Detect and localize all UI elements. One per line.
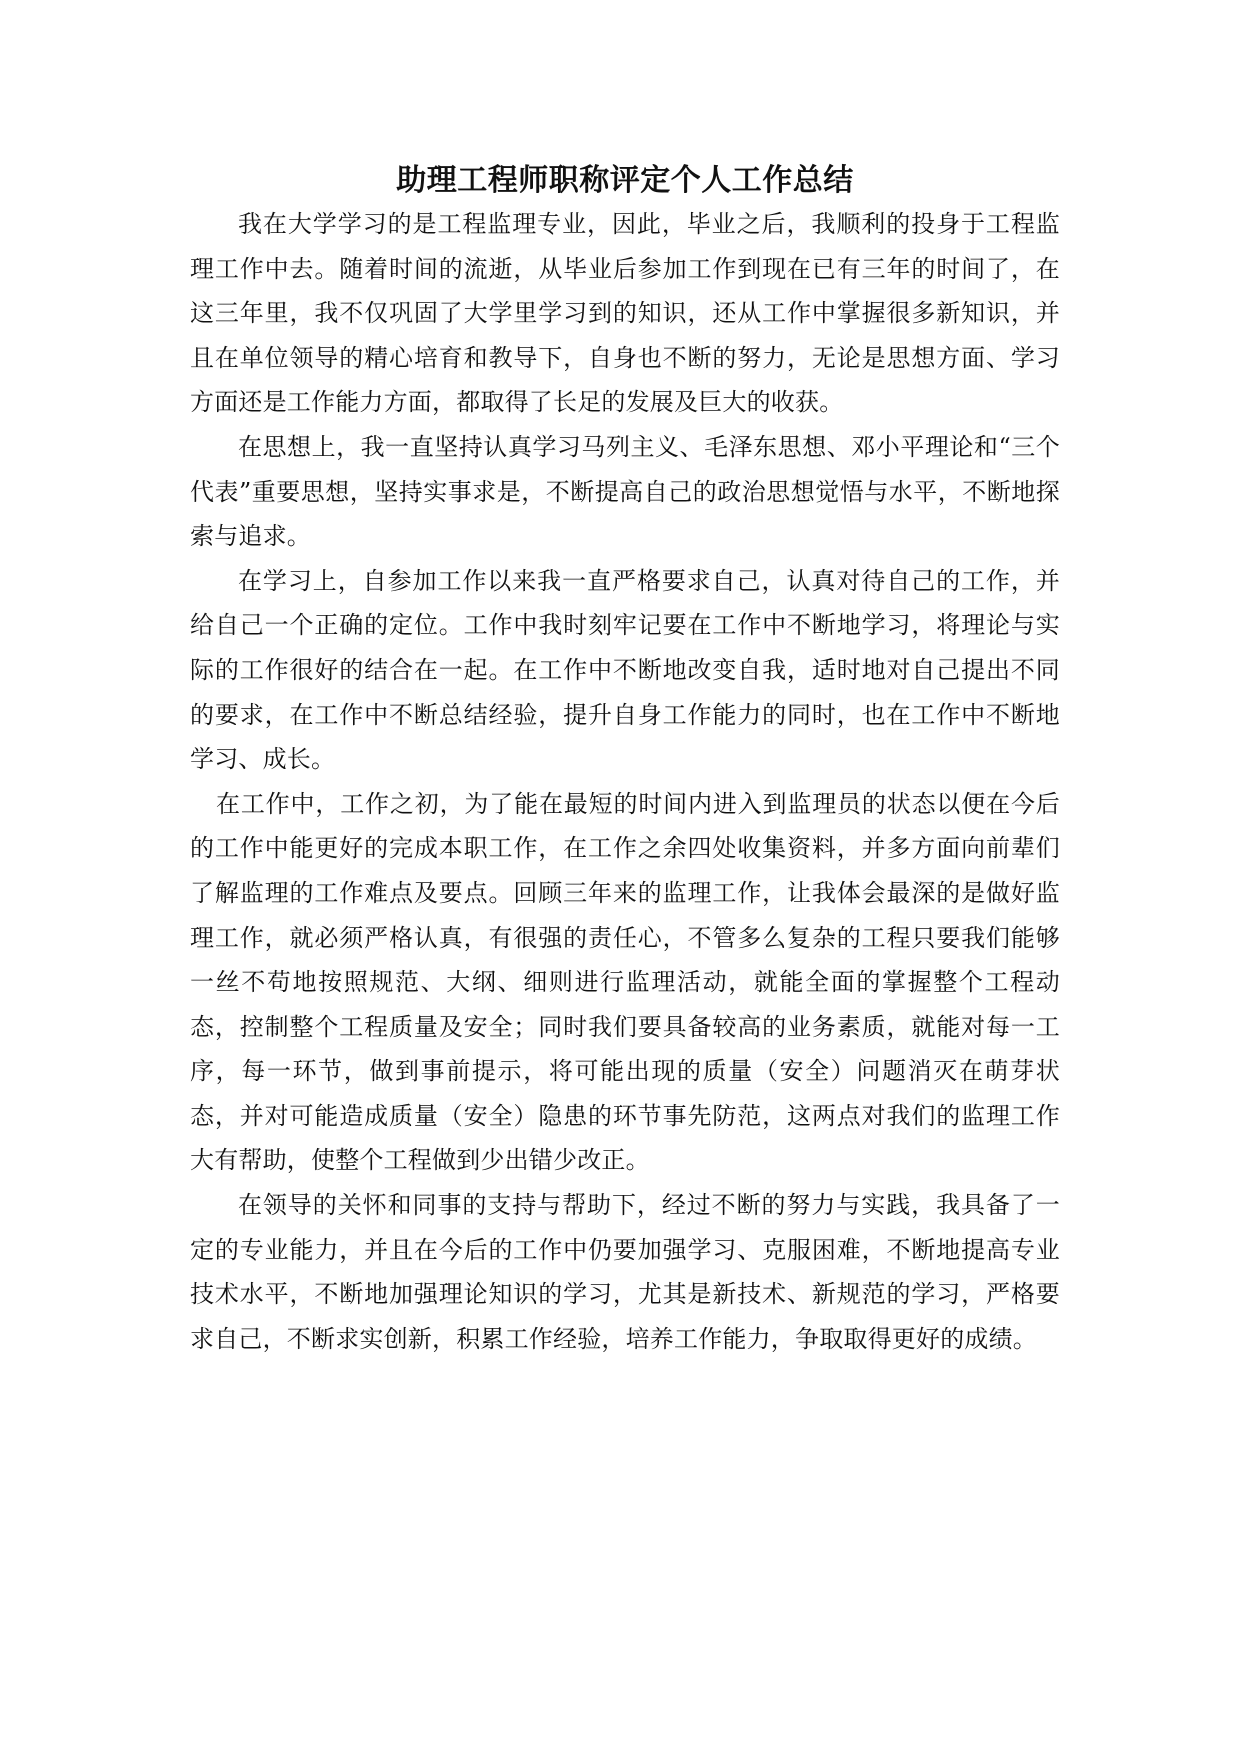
paragraph-intro: 我在大学学习的是工程监理专业，因此，毕业之后，我顺利的投身于工程监理工作中去。随着时间的流逝，从毕业后参加工作到现在已有三年的时间了，在这三年里，我不仅巩固了大学里学习到的知识，还从工作中掌握很多新知识，并且在单位领导的精心培育和教导下，自身也不断的努力，无论是思想方面、学习方面还是工作能力方面，都取得了长足的发展及巨大的收获。: [190, 210, 1060, 417]
paragraph-thought: 在思想上，我一直坚持认真学习马列主义、毛泽东思想、邓小平理论和“三个代表”重要思想，坚持实事求是，不断提高自己的政治思想觉悟与水平，不断地探索与追求。: [190, 432, 1060, 551]
document-page: [190, 160, 1060, 1361]
paragraph-study: 在学习上，自参加工作以来我一直严格要求自己，认真对待自己的工作，并给自己一个正确的定位。工作中我时刻牢记要在工作中不断地学习，将理论与实际的工作很好的结合在一起。在工作中不断地改变自我，适时地对自己提出不同的要求，在工作中不断总结经验，提升自身工作能力的同时，也在工作中不断地学习、成长。: [190, 566, 1060, 774]
document-title: 助理工程师职称评定个人工作总结: [396, 163, 854, 198]
paragraph-work: 在工作中，工作之初，为了能在最短的时间内进入到监理员的状态以便在今后的工作中能更好的完成本职工作，在工作之余四处收集资料，并多方面向前辈们了解监理的工作难点及要点。回顾三年来的监理工作，让我体会最深的是做好监理工作，就必须严格认真，有很强的责任心，不管多么复杂的工程只要我们能够一丝不苟地按照规范、大纲、细则进行监理活动，就能全面的掌握整个工程动态，控制整个工程质量及安全；同时我们要具备较高的业务素质，就能对每一工序，每一环节，做到事前提示，将可能出现的质量（安全）问题消灭在萌芽状态，并对可能造成质量（安全）隐患的环节事先防范，这两点对我们的监理工作大有帮助，使整个工程做到少出错少改正。: [190, 789, 1060, 1175]
paragraph-conclusion: 在领导的关怀和同事的支持与帮助下，经过不断的努力与实践，我具备了一定的专业能力，并且在今后的工作中仍要加强学习、克服困难，不断地提高专业技术水平，不断地加强理论知识的学习，尤其是新技术、新规范的学习，严格要求自己，不断求实创新，积累工作经验，培养工作能力，争取取得更好的成绩。: [190, 1191, 1060, 1353]
